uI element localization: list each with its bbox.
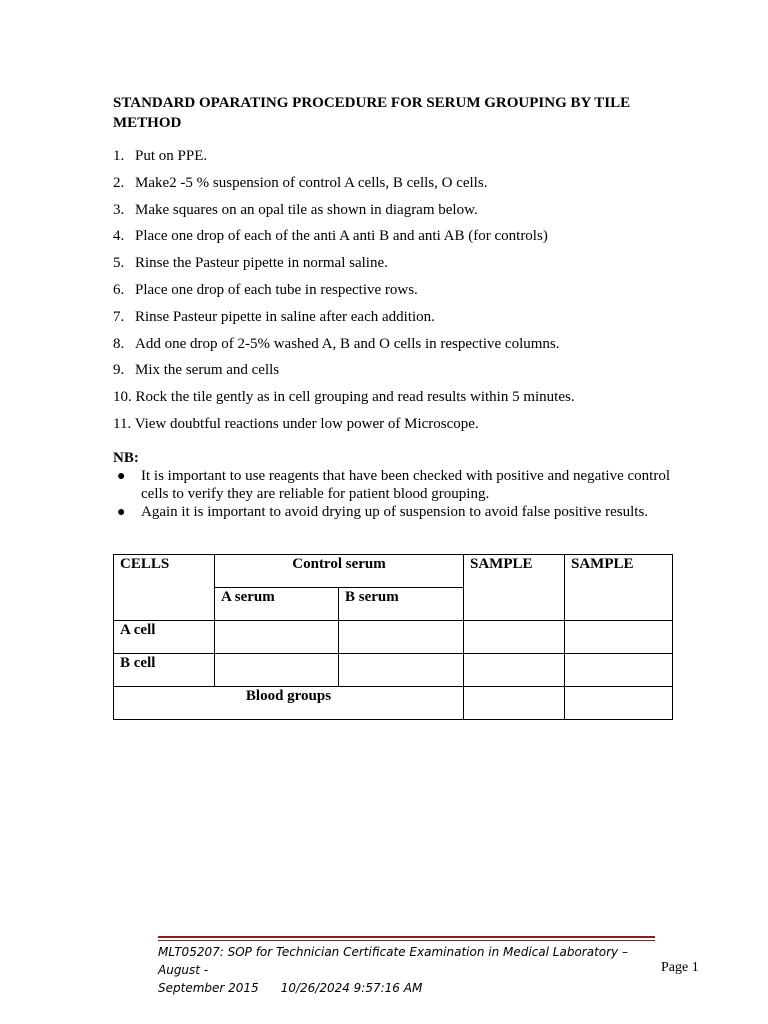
procedure-steps [113,147,713,442]
bullet-icon: ● [117,505,126,520]
bullet-icon: ● [117,469,126,484]
header-a-serum: A serum [215,588,339,621]
table-row [114,654,673,687]
table-row [114,621,673,654]
step-item: 8. Add one drop of 2-5% washed A, B and O cells in respective columns. [113,335,560,352]
header-control-serum: Control serum [215,555,464,588]
table-cell [339,654,464,687]
table-row [114,687,673,720]
table-cell [565,621,673,654]
step-item: 1. Put on PPE. [113,148,208,164]
table-cell [215,621,339,654]
footer-text [158,943,658,997]
step-item: 9. Mix the serum and cells [113,362,280,379]
table-cell [339,621,464,654]
nb-bullet-list [113,468,673,523]
step-item: 11. View doubtful reactions under low power of Microscope. [113,415,479,432]
table-cell [215,654,339,687]
step-item: 6. Place one drop of each tube in respective rows. [113,281,418,298]
step-item: 3. Make squares on an opal tile as shown in diagram below. [113,201,478,218]
document-title: STANDARD OPARATING PROCEDURE FOR SERUM GROUPING BY TILE METHOD [113,95,631,131]
footer-rule [158,936,655,938]
table-cell [464,654,565,687]
footer-line-2: September 2015 10/26/2024 9:57:16 AM [158,981,423,995]
table-cell [464,687,565,720]
header-cells: CELLS [114,555,215,621]
footer-datetime: 10/26/2024 9:57:16 AM [280,981,423,995]
row-label-b-cell: B cell [114,654,215,687]
nb-bullet: ● Again it is important to avoid drying up of suspension to avoid false positive results. [117,504,649,520]
nb-heading: NB: [113,450,139,466]
header-b-serum: B serum [339,588,464,621]
serum-grouping-table [113,554,673,720]
page-number: Page 1 [661,960,699,975]
header-sample-2: SAMPLE [565,555,673,621]
table-cell [565,687,673,720]
step-item: 5. Rinse the Pasteur pipette in normal saline. [113,255,388,272]
row-label-blood-groups: Blood groups [114,687,464,720]
step-item: 2. Make2 -5 % suspension of control A cells, B cells, O cells. [113,174,488,191]
step-item: 4. Place one drop of each of the anti A anti B and anti AB (for controls) [113,228,548,245]
step-item: 7. Rinse Pasteur pipette in saline after each addition. [113,308,435,325]
nb-bullet: ● It is important to use reagents that have been checked with positive and negative control cells to verify they are reliable for patient blood grouping. [117,468,670,502]
table-cell [464,621,565,654]
footer-rule [158,940,655,941]
row-label-a-cell: A cell [114,621,215,654]
table-cell [565,654,673,687]
step-item: 10. Rock the tile gently as in cell grouping and read results within 5 minutes. [113,389,575,406]
footer-line-1: MLT05207: SOP for Technician Certificate Examination in Medical Laboratory – August - [158,945,628,977]
header-sample-1: SAMPLE [464,555,565,621]
